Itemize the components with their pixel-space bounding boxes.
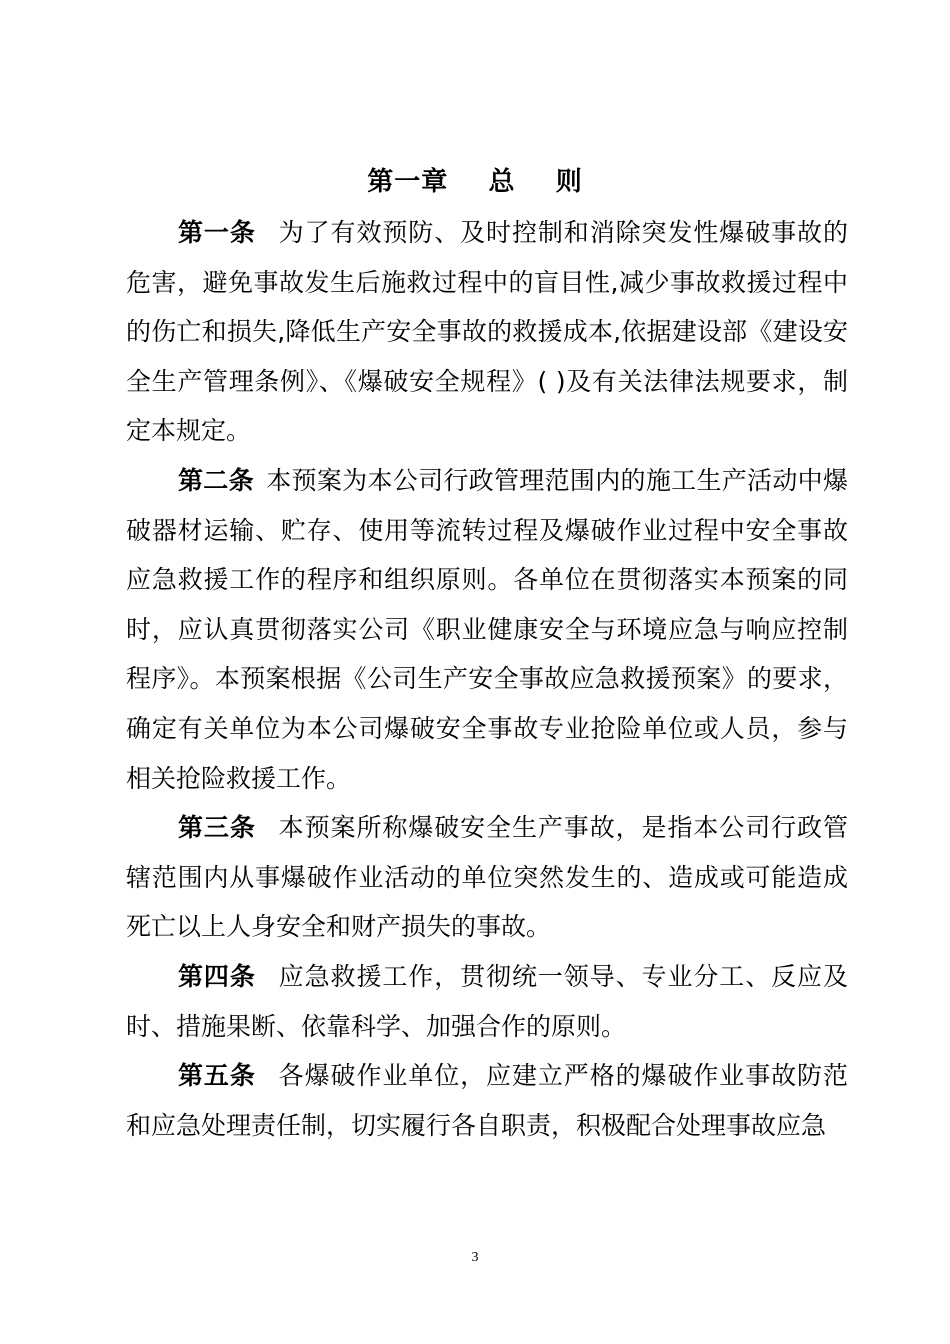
article-label: 第五条 [178,1061,256,1091]
article-1 [126,208,848,456]
article-label: 第三条 [178,813,256,843]
article-text: 本预案所称爆破安全生产事故，是指本公司行政管辖范围内从事爆破作业活动的单位突然发生的、造成或可能造成死亡以上人身安全和财产损失的事故。 [126,813,848,942]
article-label: 第二条 [178,465,254,495]
article-5 [126,1051,848,1150]
article-text: 为了有效预防、及时控制和消除突发性爆破事故的危害，避免事故发生后施救过程中的盲目性,减少事故救援过程中的伤亡和损失,降低生产安全事故的救援成本,依据建设部《建设安全生产管理条例》、《爆破安全规程》( )及有关法律法规要求，制定本规定。 [126,218,848,446]
page-number: 3 [471,1250,479,1265]
document-body [126,208,848,1150]
chapter-title: 第一章 总 则 [367,167,583,197]
article-4 [126,952,848,1051]
article-3 [126,803,848,952]
article-text: 本预案为本公司行政管理范围内的施工生产活动中爆破器材运输、贮存、使用等流转过程及爆破作业过程中安全事故应急救援工作的程序和组织原则。各单位在贯彻落实本预案的同时，应认真贯彻落实公司《职业健康安全与环境应急与响应控制程序》。本预案根据《公司生产安全事故应急救援预案》的要求，确定有关单位为本公司爆破安全事故专业抢险单位或人员，参与相关抢险救援工作。 [126,465,848,793]
article-label: 第四条 [178,961,256,991]
article-text: 应急救援工作，贯彻统一领导、专业分工、反应及时、措施果断、依靠科学、加强合作的原则。 [126,961,848,1041]
article-label: 第一条 [178,218,256,247]
article-text: 各爆破作业单位，应建立严格的爆破作业事故防范和应急处理责任制，切实履行各自职责，积极配合处理事故应急 [126,1061,848,1140]
article-2 [126,456,848,803]
